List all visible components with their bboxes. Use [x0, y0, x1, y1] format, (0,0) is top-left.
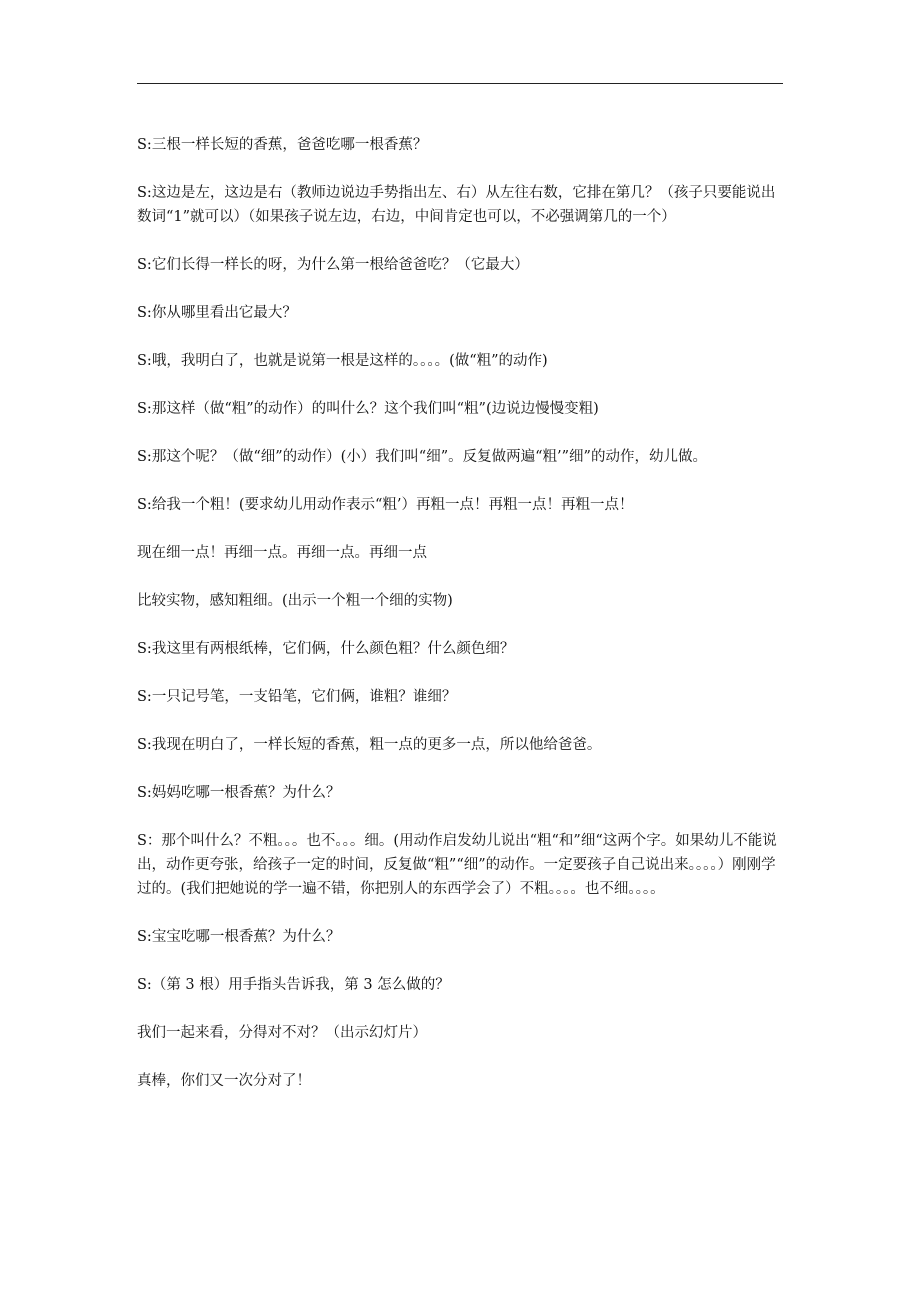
- document-body: [137, 133, 783, 1117]
- paragraph: S:我现在明白了，一样长短的香蕉，粗一点的更多一点，所以他给爸爸。: [137, 737, 602, 753]
- paragraph: S:（第 3 根）用手指头告诉我，第 3 怎么做的？: [137, 977, 450, 993]
- paragraph: S:妈妈吃哪一根香蕉？为什么？: [137, 785, 341, 801]
- paragraph: S:哦，我明白了，也就是说第一根是这样的。。。。(做“粗”的动作): [137, 353, 548, 369]
- paragraph: S:给我一个粗！(要求幼儿用动作表示“粗’）再粗一点！再粗一点！再粗一点！: [137, 497, 634, 513]
- paragraph: 比较实物，感知粗细。(出示一个粗一个细的实物): [137, 593, 453, 609]
- paragraph: S:一只记号笔，一支铅笔，它们俩，谁粗？谁细？: [137, 689, 457, 705]
- paragraph: S:宝宝吃哪一根香蕉？为什么？: [137, 929, 341, 945]
- paragraph: S:三根一样长短的香蕉，爸爸吃哪一根香蕉？: [137, 137, 428, 153]
- paragraph: 现在细一点！再细一点。再细一点。再细一点: [137, 545, 427, 561]
- paragraph: S:这边是左，这边是右（教师边说边手势指出左、右）从左往右数，它排在第几？（孩子只要能说出数词“1”就可以）（如果孩子说左边，右边，中间肯定也可以，不必强调第几的一个）: [137, 185, 776, 225]
- paragraph: S：那个叫什么？不粗。。。也不。。。细。(用动作启发幼儿说出“粗“和”细“这两个字。如果幼儿不能说出，动作更夸张，给孩子一定的时间，反复做“粗”“细”的动作。一定要孩子自己说出来。。。。）刚刚学过的。(我们把她说的学一遍不错，你把别人的东西学会了）不粗。。。。也不细。。。。: [137, 833, 777, 897]
- paragraph: 我们一起来看，分得对不对？（出示幻灯片）: [137, 1025, 427, 1041]
- paragraph: S:那这样（做“粗”的动作）的叫什么？这个我们叫“粗”(边说边慢慢变粗): [137, 401, 599, 417]
- paragraph: S:我这里有两根纸棒，它们俩，什么颜色粗？什么颜色细？: [137, 641, 515, 657]
- header-rule: [137, 83, 783, 84]
- paragraph: S:你从哪里看出它最大？: [137, 305, 297, 321]
- paragraph: S:那这个呢？（做“细”的动作）(小）我们叫“细”。反复做两遍“粗’”细”的动作，幼儿做。: [137, 449, 707, 465]
- paragraph: 真棒，你们又一次分对了！: [137, 1073, 311, 1089]
- paragraph: S:它们长得一样长的呀，为什么第一根给爸爸吃？（它最大）: [137, 257, 529, 273]
